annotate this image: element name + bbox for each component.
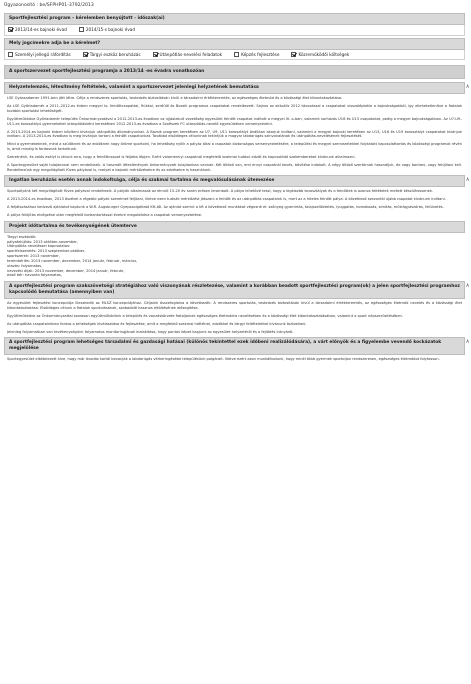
section-mark: A	[466, 283, 469, 289]
form-section	[4, 337, 469, 362]
section-paragraph: A feljátszásához kedvező ajánlatot kaptunk a W.R. Augsburger Gyepszolgáltató Kft-től. Az ajánlat szerint a kft a következő munkákat végezné el: szőnyeg gyomirtás, talajszellőztetés, lyuggatás, homokozás, simítás, műtrágyaszórás, felülvetés.	[7, 205, 444, 210]
cost-option-contributors[interactable]	[291, 52, 349, 58]
form-section	[4, 175, 469, 217]
cost-type-options	[4, 50, 465, 61]
section-header	[4, 175, 469, 187]
section-title: Ingatlan beruházás esetén annak indokoltsága, célja és szakmai tartalma és megvalósulásának ütemezése	[9, 178, 275, 184]
checkbox[interactable]	[234, 52, 239, 57]
option-label: Utánpótlás-nevelési feladatok	[159, 51, 223, 57]
schedule-line: utazás: folyamatos,	[7, 263, 43, 268]
section-paragraph: Mind a gyermekeknek, mind a szülőknek és az edzőknek nagy öröme sportolni, ha lehetőség nyílik a pályáz által a csapatok biztonságos versenyeztetésére, a települési és megyei szervezetekkel folytatott kapcsolattartás és közösségi programok révén is, amit mindig is fontosnak tartottunk.	[7, 142, 462, 152]
section-paragraph: Szeretnénk, és valós esélyt is látunk arra, hogy a felnőttcsapat is feljebb lépjen. Ezért valamennyi csapatnál megfelelő szakmai tudású edzőt és kapcsolódó szakembereket kívánunk alkalmazni.	[7, 154, 356, 159]
section-paragraph: Az egyesület fejlesztési koncepciója illeszkedik az MLSZ koncepciójához. Céljaink összefoglalva a következők: A rendszeres sportolás, testedzés biztosításán kívül a társadalmi értékteremtés, az egészséges életmód nevelés és a közösségi élet kibontakoztatása. Elsődleges célunk a fiatalok sportolásának, szabadidő hasznos eltöltésének elősegítése.	[7, 301, 462, 310]
program-period-header: Sportfejlesztési program – kérelemben benyújtott - időszak(ai)	[4, 13, 465, 25]
checkbox[interactable]	[79, 27, 84, 32]
cost-option-youth[interactable]	[153, 52, 223, 58]
schedule-lines	[7, 235, 462, 279]
schedule-line: pályafelújítás: 2013 október-november,	[7, 239, 79, 244]
section-mark: A	[466, 84, 469, 90]
option-label: 2013/14-es bajnoki évad	[15, 27, 67, 33]
section-title: Projekt időtartalma és tevékenységének ütemterve	[9, 223, 137, 229]
section-paragraph: Együttműködve az Önkormányzattal szorosan együttműködünk a település és vonzáskörzete fiataljainak egészséges életmódra nevelésében és a közösségi élet kibontakoztatásában, valamint a sport népszerűsítésében.	[7, 313, 403, 318]
cost-option-training[interactable]	[234, 52, 279, 58]
checkbox[interactable]	[8, 52, 13, 57]
section-paragraph: A pálya felújítás elvégzése után megfelelő korbantartással évekre megoldódna a csapatok versenyeztetése.	[7, 212, 203, 217]
section-header	[4, 82, 469, 94]
period-option-2013-14[interactable]	[8, 27, 67, 33]
section-paragraph: Az utánpótlás csapatainkban fontos a tehetségek kiválasztása és fejlesztése, amit a megfelelő szakmai háttérrel, edzőkkel és tárgyi feltételekkel kívánunk biztosítani.	[7, 321, 307, 326]
section-paragraph: Jelenleg folyamatban van tevékenységünk folyamatos monitoringjának kialakítása, hogy pontos képet kapjunk az egyesület helyzetéről és a fejlődés irányáról.	[7, 329, 294, 334]
option-label: Személyi jellegű ráfordítás	[15, 51, 71, 57]
schedule-line: edző bér: havonta folyamatos,	[7, 273, 62, 278]
section-header	[4, 337, 469, 355]
option-label: Képzés fejlesztése	[241, 51, 280, 57]
checkbox[interactable]	[83, 52, 88, 57]
cost-option-personnel[interactable]	[8, 52, 71, 58]
section-title: A sportfejlesztési program lehetséges társadalmi és gazdasági hatásai (különös tekintettel ezek időbeni realizálódására), a várt előnyök és a figyelembe vevendő kockázatok megjelölése	[9, 340, 442, 352]
schedule-line: Tárgyi eszközök:	[7, 234, 37, 239]
section-paragraph: A 2013-2014-es bajnoki évben bővíteni kívánjuk utánpótlás állományunkat. A Bozsik program keretében az U7, U9, U11 korosztályt önállóan akarjuk indítani, valamint a megyei bajnoki keretében az U13, U16 és U19 korosztályt csapatokat kívánjuk indítani. A 2013-2014-es évadban is meg kívánjuk tartani a felnőtt csapatunkat. Továbbá elsődleges célunknak tekintjük a magyar labdarúgás színvonalának és utánpótlás-nevelésének fejlesztését.	[7, 129, 462, 139]
option-label: Közreműködői költségek	[298, 51, 350, 57]
section-header	[4, 221, 465, 233]
section-title: Helyzetelemzés, létesítmény feltételek, valamint a sportszervezet jelenlegi helyzetének bemutatása	[9, 85, 259, 91]
main-section-header: A sportszervezet sportfejlesztési programja a 2013/14 -es évadra vonatkozóan	[4, 65, 465, 79]
form-section	[4, 221, 465, 279]
period-option-2014-15[interactable]	[79, 27, 135, 33]
section-paragraph: Sportegyesület elkötelezett híve, hogy már óvodás kortól bevonják a labdarúgás vérkeringésébe településünk polgárait. Illetve ezért azon munkálkodunk, hogy minél több gyermek sportoljon rendszeresen, egészséges életmódot folytasson.	[7, 357, 440, 362]
option-label: Tárgyi eszköz beruházás	[89, 51, 141, 57]
form-section	[4, 281, 469, 334]
section-header	[4, 281, 469, 299]
program-period-options	[4, 25, 465, 36]
cost-option-assets[interactable]	[83, 52, 141, 58]
section-mark: A	[466, 177, 469, 183]
checkbox[interactable]	[153, 52, 158, 57]
schedule-line: sportfelszerelés: 2013 szeptember-október,	[7, 249, 86, 254]
schedule-line: sportszerek: 2013 november,	[7, 254, 60, 259]
case-id: Ügyazonosító : be/SFPHP01-3792/2013	[4, 3, 94, 8]
section-paragraph: Együttműködve Győrladamér település Önkormányzatával a 2012-2013-as évadban az újjáalakult vezetőség egyesület felnőtt csapatot indított a megyei III. o-ban, valamint sorházás U16 és U13 csapatokat, pedig a megyei bajnokságokban. Az U7-U9–U11-es korosztályú gyermekeket utánpótlásként kerestében 2012-2013-as évadban a Szofiszek FC utánpótlás-nevelő egyesületben versenyeztetni.	[7, 116, 462, 126]
schedule-line: terembérlés: 2013 november, december, 2014 január, február, március,	[7, 258, 138, 263]
section-mark: A	[466, 339, 469, 345]
schedule-line: nevezési díjak: 2013 november, december, 2014 január, február,	[7, 268, 125, 273]
option-label: 2014/15-s bajnoki évad	[85, 27, 136, 33]
schedule-line: Utánpótlás neveléssel kapcsolatos:	[7, 244, 71, 249]
section-paragraph: Sportpályánk két megvilágított füves pályával rendelkezik. A pályák alkalmasak az elmúlt 15-20 év során erősen lerombolt. A pálya lehetővé teszi, hogy a legkisebb korosztályok és a felnőttek is azonos feltételek mellett készülhessenek.	[7, 189, 434, 194]
checkbox[interactable]	[291, 52, 296, 57]
cost-types-header: Mely jogcímekre adja be a kérelmet?	[4, 38, 465, 50]
sections-container	[4, 82, 469, 362]
form-section	[4, 82, 469, 172]
checkbox[interactable]	[8, 27, 13, 32]
section-title: A sportfejlesztési program szakszövetségi stratégiához való viszonyának részletezése, valamint a korábban beadott sportfejlesztési program(ok) a jelen sportfejlesztési programhoz kapcsolódó bemutatása (amennyiben van)	[9, 284, 460, 296]
section-paragraph: Az LSE Győrladamér a 2011–2012-es évben megyei Io. felnőttcsapattal, fiúkkal, serdülő és Bozsik programos csapatokat rendelkezett. Sajnos az aktuális 2012 távozással a csapatokat visszaléptette a bajnokságokból, így ellehetetlenítve a fiatalok további sportolási lehetőségét.	[7, 104, 462, 113]
section-paragraph: A Sportegyesület saját tulajdonnal nem rendelkezik. A használt létesítmények önkormányzati tulajdonban vannak. Két öltöző van, emi ennyi csapatnál kevés, bővítése indokolt. A négy öltöző szertárnak használjuk, de vagy bontani, vagy felújítani kell. Rendelkezünk egy megvilágított füves pályával is, melyet a bajnoki mérkőzésekre és az edzésekre is használunk.	[7, 162, 462, 172]
section-paragraph: LSE Gyáraadamer 1991-ben jött létre. Célja a rendszeres sportolás, testedzés biztosításán kívül a társadalmi értékteremtés, az egészséges életmód és a közösségi élet kibontakoztatása.	[7, 96, 343, 101]
section-paragraph: A 2013-2014-es évadban, 2013 őszével a régebbi pályák szerelmet feljítani, illetve ezen tudnák mérkőzést játszani a felnőtt és az utánpótlás csapataink is, mert az a hiteles felnőtt pálya. A következő szezontól újabb csapatot kívánunk indítani.	[7, 197, 446, 202]
